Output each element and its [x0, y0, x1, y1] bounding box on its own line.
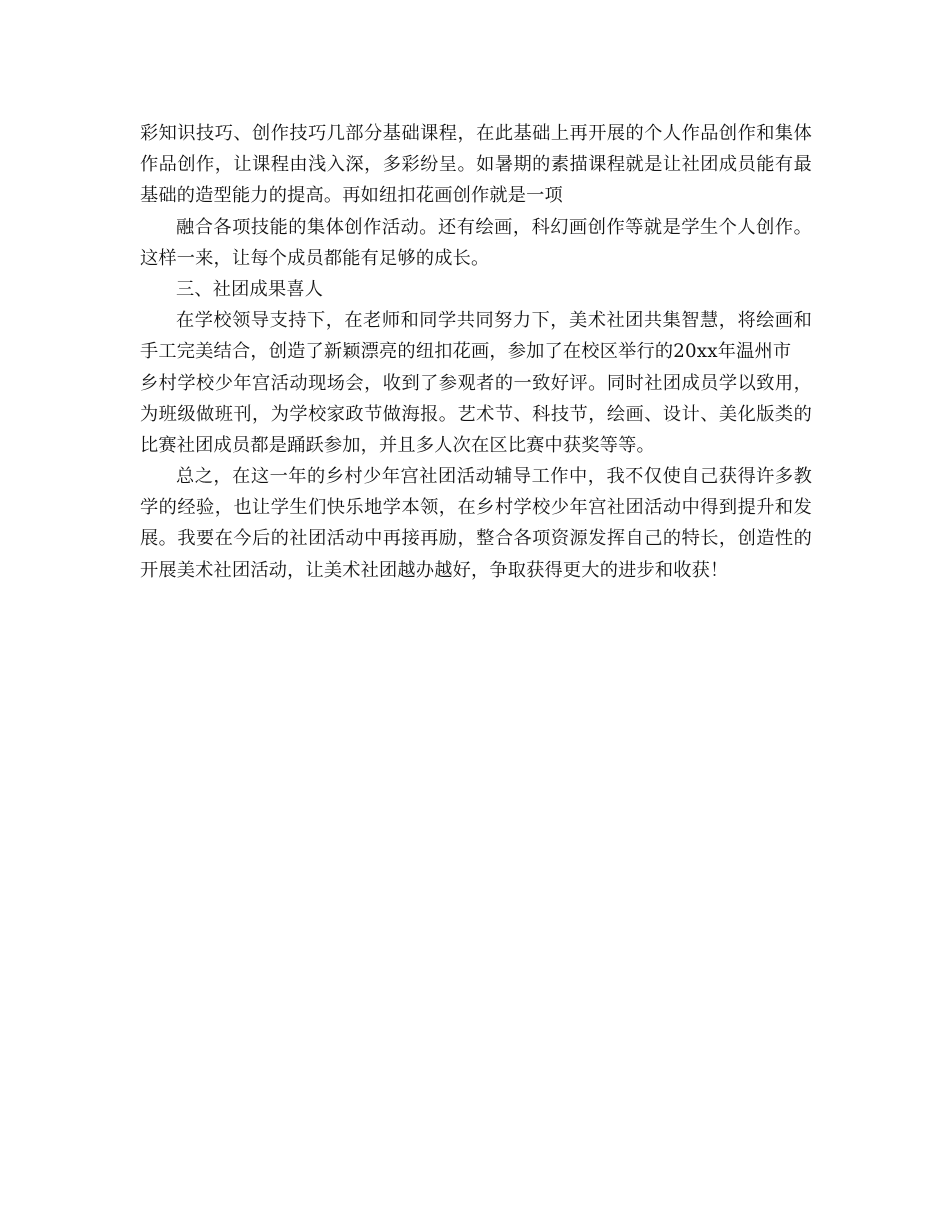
section-heading: 三、社团成果喜人	[176, 278, 324, 300]
paragraph-start-line: 融合各项技能的集体创作活动。还有绘画，科幻画创作等就是学生个人创作。	[176, 216, 812, 238]
text-line: 为班级做班刊，为学校家政节做海报。艺术节、科技节，绘画、设计、美化版类的	[140, 403, 812, 425]
text-line: 乡村学校少年宫活动现场会，收到了参观者的一致好评。同时社团成员学以致用，	[140, 372, 812, 394]
text-line: 学的经验，也让学生们快乐地学本领，在乡村学校少年宫社团活动中得到提升和发	[140, 497, 812, 519]
text-line: 展。我要在今后的社团活动中再接再励，整合各项资源发挥自己的特长，创造性的	[140, 528, 812, 550]
paragraph-start-line: 在学校领导支持下，在老师和同学共同努力下，美术社团共集智慧，将绘画和	[176, 310, 812, 332]
text-line: 手工完美结合，创造了新颖漂亮的纽扣花画，参加了在校区举行的20xx年温州市	[140, 341, 792, 363]
text-line: 彩知识技巧、创作技巧几部分基础课程，在此基础上再开展的个人作品创作和集体	[140, 123, 812, 144]
document-body	[140, 118, 812, 586]
text-line: 作品创作，让课程由浅入深，多彩纷呈。如暑期的素描课程就是让社团成员能有最	[140, 154, 812, 176]
text-line: 比赛社团成员都是踊跃参加，并且多人次在区比赛中获奖等等。	[140, 434, 655, 456]
text-line: 基础的造型能力的提高。再如纽扣花画创作就是一项	[140, 185, 563, 207]
paragraph-start-line: 总之，在这一年的乡村少年宫社团活动辅导工作中，我不仅使自己获得许多教	[176, 466, 812, 488]
text-line: 这样一来，让每个成员都能有足够的成长。	[140, 247, 490, 269]
text-line: 开展美术社团活动，让美术社团越办越好，争取获得更大的进步和收获！	[140, 559, 729, 581]
